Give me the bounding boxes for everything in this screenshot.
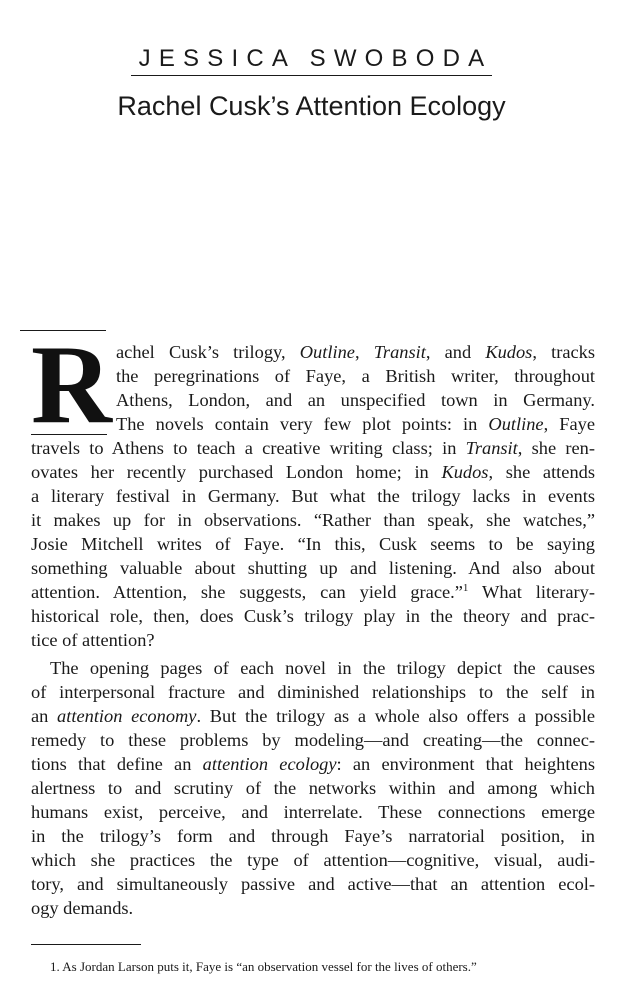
body-line: it makes up for in observations. “Rather than speak, she watches,” xyxy=(31,510,595,530)
body-line: attention. Attention, she suggests, can yield grace.”$^1$ What literary- xyxy=(31,582,595,602)
body-line: humans exist, perceive, and interrelate. These connections emerge xyxy=(31,802,595,822)
body-line: Athens, London, and an unspecified town in Germany. xyxy=(116,390,595,410)
body-line: tions that define an attention ecology: an environment that heightens xyxy=(31,754,595,774)
body-line: achel Cusk’s trilogy, Outline, Transit, and Kudos, tracks xyxy=(116,342,596,362)
author-name-text: JESSICA SWOBODA xyxy=(131,45,493,76)
body-line: alertness to and scrutiny of the networks within and among which xyxy=(31,778,595,798)
body-line: ogy demands. xyxy=(31,898,134,918)
body-line: ovates her recently purchased London home; in Kudos, she attends xyxy=(31,462,596,482)
article-title: Rachel Cusk’s Attention Ecology xyxy=(117,91,506,121)
body-line: The novels contain very few plot points: in Outline, Faye xyxy=(116,414,595,434)
body-line: a literary festival in Germany. But what the trilogy lacks in events xyxy=(31,486,595,506)
footnote-marker: 1 xyxy=(462,582,469,594)
body-line: in the trilogy’s form and through Faye’s narratorial position, in xyxy=(31,826,595,846)
body-line: travels to Athens to teach a creative writing class; in Transit, she ren- xyxy=(31,438,595,458)
drop-cap: R xyxy=(31,323,112,447)
body-line: The opening pages of each novel in the trilogy depict the causes xyxy=(50,658,595,678)
author-name xyxy=(0,44,623,74)
body-line: tory, and simultaneously passive and active—that an attention ecol- xyxy=(31,874,595,894)
body-line: of interpersonal fracture and diminished relationships to the self in xyxy=(31,682,595,702)
body-line: historical role, then, does Cusk’s trilogy play in the theory and prac- xyxy=(31,606,595,626)
body-line: tice of attention? xyxy=(31,630,155,650)
body-line: something valuable about shutting up and listening. And also about xyxy=(31,558,595,578)
drop-cap-rule-bottom xyxy=(31,434,107,435)
footnote-rule xyxy=(31,944,141,945)
body-line: which she practices the type of attention—cognitive, visual, audi- xyxy=(31,850,595,870)
body-line: an attention economy. But the trilogy as a whole also offers a possible xyxy=(31,706,595,726)
body-line: remedy to these problems by modeling—and creating—the connec- xyxy=(31,730,595,750)
footnote: 1. As Jordan Larson puts it, Faye is “an observation vessel for the lives of others.” xyxy=(50,959,477,974)
body-line: Josie Mitchell writes of Faye. “In this, Cusk seems to be saying xyxy=(31,534,595,554)
body-line: the peregrinations of Faye, a British writer, throughout xyxy=(116,366,595,386)
